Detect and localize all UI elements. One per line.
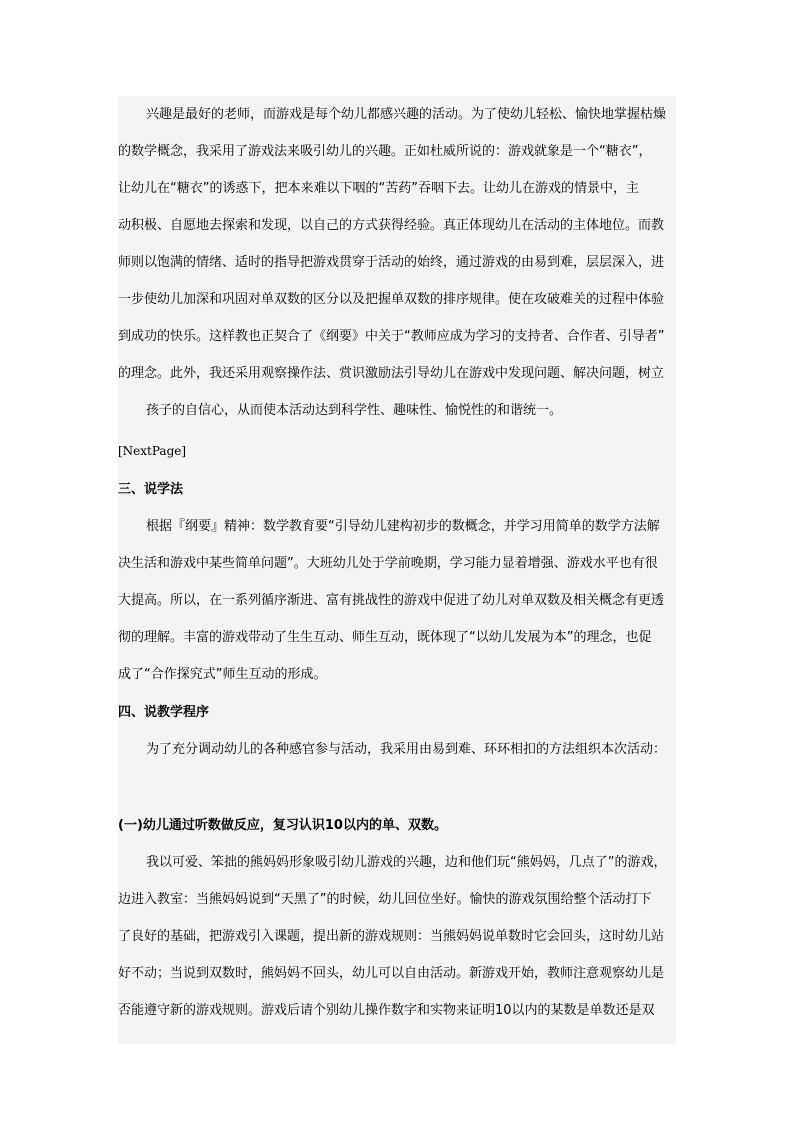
- document-page: [118, 96, 676, 1044]
- para1-line-4: 动积极、自愿地去探索和发现，以自己的方式获得经验。真正体现幼儿在活动的主体地位。而教: [118, 218, 665, 233]
- para4-line-3: 了良好的基础，把游戏引入课题，提出新的游戏规则：当熊妈妈说单数时它会回头，这时幼儿站: [118, 929, 665, 944]
- subheading-1: (一)幼儿通过听数做反应，复习认识10以内的单、双数。: [118, 818, 447, 833]
- section-heading-3: 三、说学法: [118, 482, 184, 497]
- para2-line-4: 彻的理解。丰富的游戏带动了生生互动、师生互动，既体现了“以幼儿发展为本”的理念，也促: [118, 630, 652, 645]
- para1-line-7: 到成功的快乐。这样教也正契合了《纲要》中关于“教师应成为学习的支持者、合作者、引导者”: [118, 329, 665, 344]
- para1-line-6: 一步使幼儿加深和巩固对单双数的区分以及把握单双数的排序规律。使在攻破难关的过程中体验: [118, 292, 665, 307]
- para4-line-4: 好不动；当说到双数时，熊妈妈不回头，幼儿可以自由活动。新游戏开始，教师注意观察幼儿是: [118, 966, 665, 981]
- para1-line-3: 让幼儿在“糖衣”的诱惑下，把本来难以下咽的“苦药”吞咽下去。让幼儿在游戏的情景中，主: [118, 181, 639, 196]
- para2-line-1: 根据『纲要』精神：数学教育要“引导幼儿建构初步的数概念，并学习用简单的数学方法解: [146, 519, 660, 534]
- section-heading-4: 四、说教学程序: [118, 705, 210, 720]
- para1-line-8: 的理念。此外，我还采用观察操作法、赏识激励法引导幼儿在游戏中发现问题、解决问题，树立: [118, 366, 665, 381]
- para2-line-5: 成了“合作探究式”师生互动的形成。: [118, 667, 327, 682]
- para1-line-1: 兴趣是最好的老师，而游戏是每个幼儿都感兴趣的活动。为了使幼儿轻松、愉快地掌握枯燥: [146, 107, 667, 122]
- para3-line-1: 为了充分调动幼儿的各种感官参与活动，我采用由易到难、环环相扣的方法组织本次活动：: [146, 742, 667, 757]
- para4-line-5: 否能遵守新的游戏规则。游戏后请个别幼儿操作数字和实物来证明10以内的某数是单数还是双: [118, 1003, 655, 1018]
- para1-line-9: 孩子的自信心，从而使本活动达到科学性、趣味性、愉悦性的和谐统一。: [146, 403, 563, 418]
- next-page-marker: [NextPage]: [118, 444, 187, 458]
- para4-line-1: 我以可爱、笨拙的熊妈妈形象吸引幼儿游戏的兴趣，边和他们玩“熊妈妈，几点了”的游戏，: [146, 855, 667, 870]
- para1-line-2: 的数学概念，我采用了游戏法来吸引幼儿的兴趣。正如杜威所说的：游戏就象是一个“糖衣”，: [118, 144, 652, 159]
- para4-line-2: 边进入教室：当熊妈妈说到“天黑了”的时候，幼儿回位坐好。愉快的游戏氛围给整个活动打下: [118, 892, 652, 907]
- para2-line-3: 大提高。所以，在一系列循序渐进、富有挑战性的游戏中促进了幼儿对单双数及相关概念有更透: [118, 593, 665, 608]
- para2-line-2: 决生活和游戏中某些简单问题”。大班幼儿处于学前晚期，学习能力显着增强、游戏水平也有很: [118, 556, 658, 571]
- para1-line-5: 师则以饱满的情绪、适时的指导把游戏贯穿于活动的始终，通过游戏的由易到难，层层深入，进: [118, 255, 665, 270]
